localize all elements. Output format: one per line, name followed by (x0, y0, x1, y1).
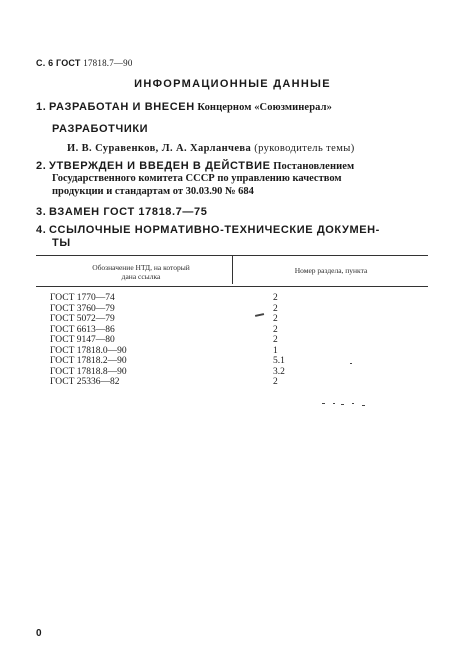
section-1 (36, 101, 436, 114)
table-header-document-line1: Обозначение НТД, на который (92, 263, 190, 272)
scan-speck (350, 363, 352, 364)
developers-heading: РАЗРАБОТЧИКИ (52, 123, 149, 135)
section-1-number: 1. (36, 101, 47, 113)
row-section: 1 (273, 345, 278, 356)
table-header-section: Номер раздела, пункта (294, 266, 368, 275)
header-gost-number: 17818.7—90 (83, 58, 133, 68)
table-column-divider (232, 255, 233, 284)
scan-speck (341, 404, 344, 405)
row-section: 2 (273, 324, 278, 335)
header-prefix: С. 6 ГОСТ (36, 58, 81, 68)
scan-speck (322, 403, 325, 404)
page-number: 0 (36, 628, 42, 639)
row-document: ГОСТ 17818.2—90 (50, 356, 127, 366)
section-4-heading-line1: ССЫЛОЧНЫЕ НОРМАТИВНО-ТЕХНИЧЕСКИЕ ДОКУМЕН- (49, 224, 380, 236)
row-document: ГОСТ 5072—79 (50, 314, 115, 324)
page-header (36, 58, 133, 68)
row-section: 2 (273, 377, 278, 387)
section-4 (36, 224, 436, 237)
section-2-line2: Государственного комитета СССР по управлению качеством (52, 173, 342, 184)
section-2 (36, 160, 436, 173)
row-section: 3.2 (273, 366, 285, 377)
section-2-line1: Постановлением (273, 161, 355, 172)
table-header-rule (36, 286, 428, 287)
section-1-heading: РАЗРАБОТАН И ВНЕСЕН (49, 101, 195, 113)
section-2-number: 2. (36, 160, 47, 172)
row-document: ГОСТ 17818.0—90 (50, 345, 127, 356)
row-section: 2 (273, 335, 278, 345)
scan-speck (362, 405, 365, 406)
row-section: 5.1 (273, 356, 285, 366)
row-document: ГОСТ 17818.8—90 (50, 366, 127, 377)
scan-speck (352, 403, 354, 404)
table-header-document (56, 263, 226, 281)
section-4-heading-line2: ТЫ (52, 237, 71, 249)
section-3-number: 3. (36, 206, 47, 218)
row-document: ГОСТ 9147—80 (50, 335, 115, 345)
row-document: ГОСТ 3760—79 (50, 303, 115, 314)
section-3 (36, 206, 436, 219)
scan-speck (333, 403, 335, 404)
table-header-document-line2: дана ссылка (121, 272, 161, 281)
row-document: ГОСТ 1770—74 (50, 293, 115, 303)
developers-role: (руководитель темы) (254, 143, 355, 154)
row-section: 2 (273, 314, 278, 324)
developers-names: И. В. Суравенков, Л. А. Харланчева (67, 143, 252, 154)
section-2-heading: УТВЕРЖДЕН И ВВЕДЕН В ДЕЙСТВИЕ (49, 160, 271, 172)
section-4-number: 4. (36, 224, 47, 236)
row-section: 2 (273, 293, 278, 303)
row-document: ГОСТ 6613—86 (50, 324, 115, 335)
scan-speck (255, 313, 264, 316)
section-2-line3: продукции и стандартам от 30.03.90 № 684 (52, 186, 254, 197)
row-document: ГОСТ 25336—82 (50, 377, 120, 387)
document-title: ИНФОРМАЦИОННЫЕ ДАННЫЕ (134, 78, 331, 90)
developers-line (67, 143, 355, 154)
section-3-heading: ВЗАМЕН ГОСТ 17818.7—75 (49, 206, 208, 218)
section-4-continued (52, 237, 452, 250)
row-section: 2 (273, 303, 278, 314)
section-1-body: Концерном «Союзминерал» (197, 102, 332, 113)
